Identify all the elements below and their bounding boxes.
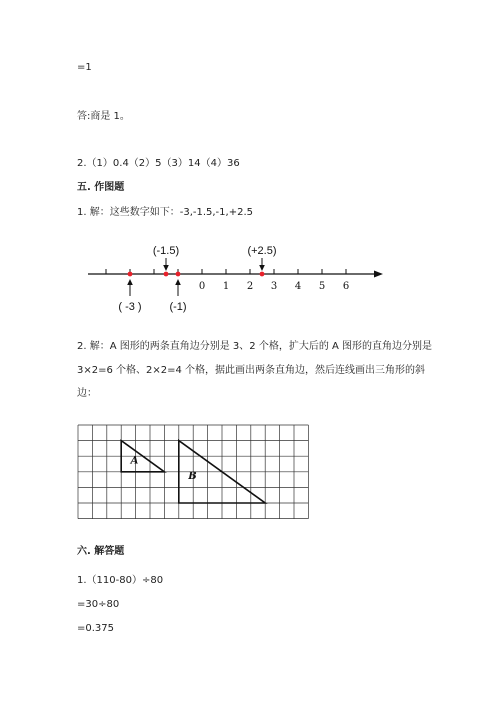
arrow-up-icon [175, 279, 181, 285]
arrow-up-icon [127, 279, 133, 285]
section-5-q1-text: 1. 解：这些数字如下：-3,-1.5,-1,+2.5 [77, 207, 253, 218]
arrow-down-icon [259, 265, 265, 271]
triangle-label: B [188, 470, 197, 482]
number-line-figure [85, 240, 385, 320]
triangle-label: A [130, 455, 139, 467]
section-5-q2-line-3: 边： [77, 388, 97, 399]
grid-figure [76, 423, 310, 519]
result-line: =1 [77, 62, 92, 73]
section-6-line-3: =0.375 [77, 623, 115, 634]
point-label-above: (-1.5) [152, 245, 180, 257]
tick-label: 5 [318, 281, 326, 292]
marked-point [128, 272, 133, 277]
marked-point [176, 272, 181, 277]
point-label-below: (-1) [169, 301, 187, 313]
point-label-above: (+2.5) [247, 245, 277, 257]
tick-label: 0 [198, 281, 206, 292]
section-5-q2-line-2: 3×2=6 个格、2×2=4 个格，据此画出两条直角边，然后连线画出三角形的斜 [77, 365, 426, 376]
point-label-below: ( -3 ) [118, 301, 142, 313]
tick-label: 4 [294, 281, 302, 292]
tick-label: 3 [270, 281, 278, 292]
section-5-q2-line-1: 2. 解：A 图形的两条直角边分别是 3、2 个格，扩大后的 A 图形的直角边分别是 [77, 341, 433, 352]
q2-answers: 2.（1）0.4（2）5（3）14（4）36 [77, 158, 240, 169]
section-6-line-2: =30÷80 [77, 599, 120, 610]
tick-label: 6 [342, 281, 350, 292]
marked-point [164, 272, 169, 277]
section-6-heading: 六. 解答题 [77, 546, 125, 557]
axis-arrow-icon [374, 271, 383, 278]
section-5-heading: 五. 作图题 [77, 182, 125, 193]
tick-label: 2 [246, 281, 254, 292]
answer-line: 答:商是 1。 [77, 111, 130, 122]
tick-label: 1 [222, 281, 230, 292]
section-6-line-1: 1.（110-80）÷80 [77, 575, 164, 586]
arrow-down-icon [163, 265, 169, 271]
marked-point [260, 272, 265, 277]
